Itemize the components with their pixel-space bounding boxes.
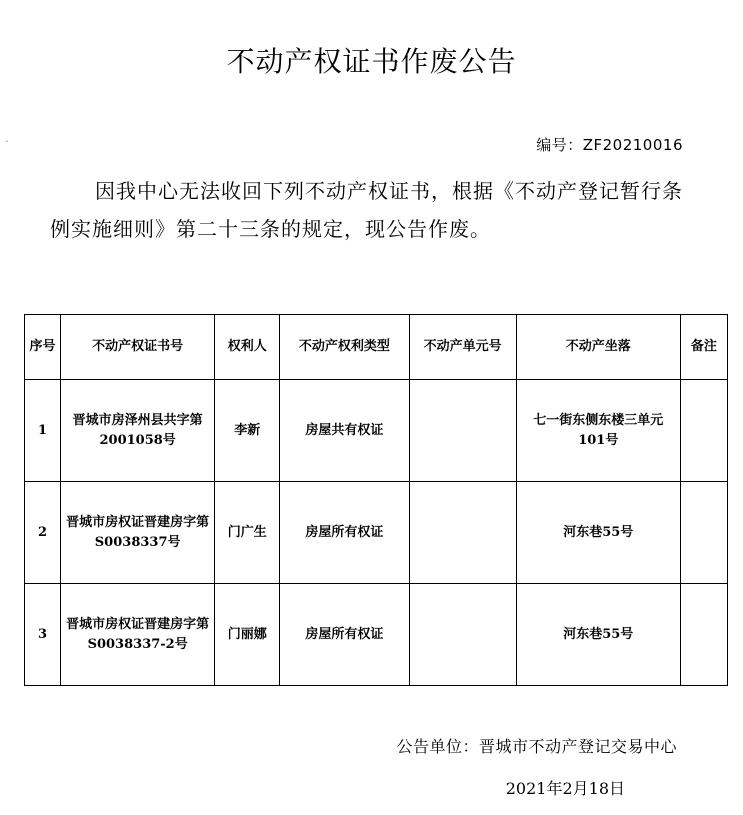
cell-note	[680, 380, 727, 482]
issue-date: 2021年2月18日	[505, 779, 625, 798]
table-row	[25, 380, 728, 482]
cell-seq: 2	[25, 482, 61, 584]
header-cert-number: 不动产权证书号	[61, 315, 215, 380]
cell-note	[680, 482, 727, 584]
issuing-unit: 公告单位：晋城市不动产登记交易中心	[396, 737, 677, 756]
table-row	[25, 482, 728, 584]
cell-cert-number: 晋城市房权证晋建房字第S0038337号	[61, 482, 215, 584]
cell-unit-number	[409, 584, 516, 686]
cell-unit-number	[409, 380, 516, 482]
cell-right-type: 房屋所有权证	[280, 482, 409, 584]
header-note: 备注	[680, 315, 727, 380]
header-location: 不动产坐落	[516, 315, 680, 380]
cell-location: 河东巷55号	[516, 584, 680, 686]
header-unit-number: 不动产单元号	[409, 315, 516, 380]
cell-owner: 门丽娜	[215, 584, 280, 686]
cell-right-type: 房屋所有权证	[280, 584, 409, 686]
header-right-type: 不动产权利类型	[280, 315, 409, 380]
announcement-body: 因我中心无法收回下列不动产权证书，根据《不动产登记暂行条例实施细则》第二十三条的规定，现公告作废。	[50, 179, 683, 241]
cell-cert-number: 晋城市房泽州县共字第2001058号	[61, 380, 215, 482]
table-row	[25, 584, 728, 686]
cell-unit-number	[409, 482, 516, 584]
cell-cert-number: 晋城市房权证晋建房字第S0038337-2号	[61, 584, 215, 686]
cell-seq: 3	[25, 584, 61, 686]
cell-note	[680, 584, 727, 686]
cell-location: 河东巷55号	[516, 482, 680, 584]
header-seq: 序号	[25, 315, 61, 380]
certificate-table	[24, 314, 728, 686]
stray-mark-icon: ˇ	[5, 140, 9, 149]
table-header-row	[25, 315, 728, 380]
document-title: 不动产权证书作废公告	[226, 45, 517, 78]
header-owner: 权利人	[215, 315, 280, 380]
cell-seq: 1	[25, 380, 61, 482]
document-number: 编号：ZF20210016	[536, 136, 683, 154]
cell-owner: 门广生	[215, 482, 280, 584]
cell-owner: 李新	[215, 380, 280, 482]
cell-right-type: 房屋共有权证	[280, 380, 409, 482]
cell-location: 七一街东侧东楼三单元101号	[516, 380, 680, 482]
